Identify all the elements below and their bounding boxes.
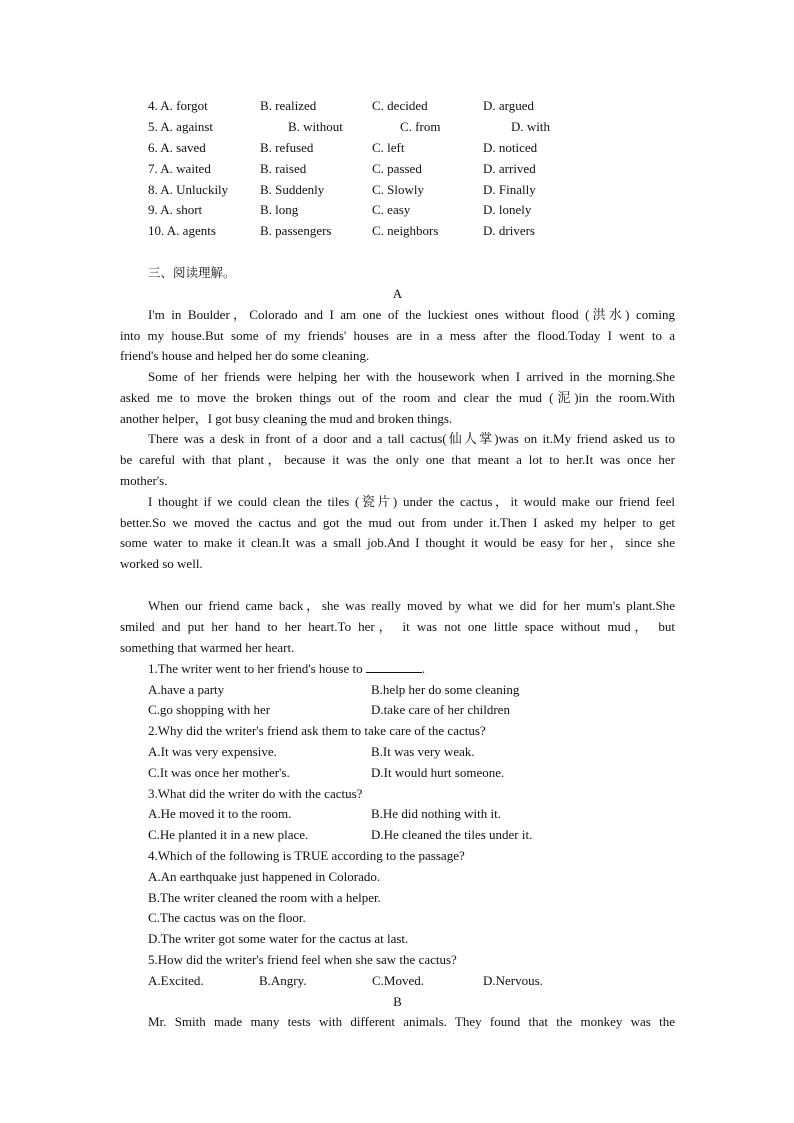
passage-line: There was a desk in front of a door and a tall cactus(仙人掌)was on it.My friend asked us to (148, 431, 675, 446)
option-a: A.have a party (148, 682, 225, 697)
option-b: B. Suddenly (260, 182, 325, 197)
passage-line: When our friend came back，she was really moved by what we did for her mum's plant.She (148, 598, 675, 613)
option-b: B. raised (260, 161, 307, 176)
option-d: D.take care of her children (371, 702, 510, 717)
option-d: D.Nervous. (483, 973, 543, 988)
passage-line: worked so well. (120, 556, 203, 571)
option-b: B.He did nothing with it. (371, 806, 501, 821)
passage-line: Some of her friends were helping her with the housework when I arrived in the morning.She (148, 369, 675, 384)
question-1-stem: 1.The writer went to her friend's house to . (148, 661, 426, 676)
option-a: 9. A. short (148, 202, 203, 217)
passage-line: smiled and put her hand to her heart.To her， it was not one little space without mud， but (120, 619, 675, 634)
option-a: 10. A. agents (148, 223, 216, 238)
option-c: C.Moved. (372, 973, 424, 988)
passage-line: friend's house and helped her do some cleaning. (120, 348, 370, 363)
option-a: 8. A. Unluckily (148, 182, 229, 197)
option-d: D. lonely (483, 202, 532, 217)
passage-line: better.So we moved the cactus and got the mud out from under it.Then I asked my helper to get (120, 515, 675, 530)
option-b: B. long (260, 202, 299, 217)
passage-line: asked me to move the broken things out of the room and clear the mud (泥)in the room.With (120, 390, 675, 405)
option-d: D.The writer got some water for the cactus at last. (148, 931, 409, 946)
option-a: 6. A. saved (148, 140, 206, 155)
passage-line: I'm in Boulder，Colorado and I am one of the luckiest ones without flood (洪水) coming (148, 307, 675, 322)
option-a: A.He moved it to the room. (148, 806, 292, 821)
option-a: A.Excited. (148, 973, 204, 988)
option-c: C.It was once her mother's. (148, 765, 290, 780)
option-b: B. passengers (260, 223, 332, 238)
passage-b-label: B (393, 994, 402, 1009)
option-c: C. neighbors (372, 223, 439, 238)
option-d: D. noticed (483, 140, 538, 155)
option-a: A.An earthquake just happened in Colorado. (148, 869, 381, 884)
passage-line: mother's. (120, 473, 168, 488)
option-d: D. drivers (483, 223, 535, 238)
option-b: B.Angry. (259, 973, 307, 988)
option-c: C. easy (372, 202, 411, 217)
option-b: B. realized (260, 98, 317, 113)
option-c: C.He planted it in a new place. (148, 827, 309, 842)
answer-blank (366, 661, 422, 673)
passage-line: I thought if we could clean the tiles (瓷片) under the cactus，it would make our friend feel (148, 494, 675, 509)
option-c: C. left (372, 140, 405, 155)
question-5-stem: 5.How did the writer's friend feel when she saw the cactus? (148, 952, 457, 967)
option-c: C.The cactus was on the floor. (148, 910, 306, 925)
option-b: B.It was very weak. (371, 744, 475, 759)
question-4-stem: 4.Which of the following is TRUE according to the passage? (148, 848, 465, 863)
option-a: 7. A. waited (148, 161, 211, 176)
option-c: C. Slowly (372, 182, 425, 197)
option-d: D.It would hurt someone. (371, 765, 505, 780)
option-d: D. arrived (483, 161, 536, 176)
option-b: B. refused (260, 140, 314, 155)
section-title: 三、阅读理解。 (148, 265, 236, 280)
question-2-stem: 2.Why did the writer's friend ask them to take care of the cactus? (148, 723, 486, 738)
option-b: B.help her do some cleaning (371, 682, 520, 697)
passage-line: some water to make it clean.It was a small job.And I thought it would be easy for her，since she (120, 535, 675, 550)
option-d: D. Finally (483, 182, 536, 197)
option-b: B.The writer cleaned the room with a helper. (148, 890, 381, 905)
option-c: C. decided (372, 98, 428, 113)
passage-line: be careful with that plant，because it was the only one that meant a lot to her.It was once her (120, 452, 675, 467)
passage-b-line: Mr. Smith made many tests with different animals. They found that the monkey was the (148, 1014, 675, 1029)
option-a: 4. A. forgot (148, 98, 208, 113)
option-c: C. from (400, 119, 441, 134)
question-3-stem: 3.What did the writer do with the cactus? (148, 786, 363, 801)
option-c: C.go shopping with her (148, 702, 271, 717)
option-c: C. passed (372, 161, 422, 176)
passage-line: another helper，I got busy cleaning the mud and broken things. (120, 411, 453, 426)
option-d: D. argued (483, 98, 535, 113)
passage-line: into my house.But some of my friends' houses are in a mess after the flood.Today I went to a (120, 328, 675, 343)
option-a: A.It was very expensive. (148, 744, 277, 759)
passage-a-label: A (392, 286, 403, 301)
option-d: D.He cleaned the tiles under it. (371, 827, 533, 842)
passage-line: something that warmed her heart. (120, 640, 295, 655)
option-d: D. with (511, 119, 550, 134)
option-b: B. without (288, 119, 343, 134)
option-a: 5. A. against (148, 119, 213, 134)
